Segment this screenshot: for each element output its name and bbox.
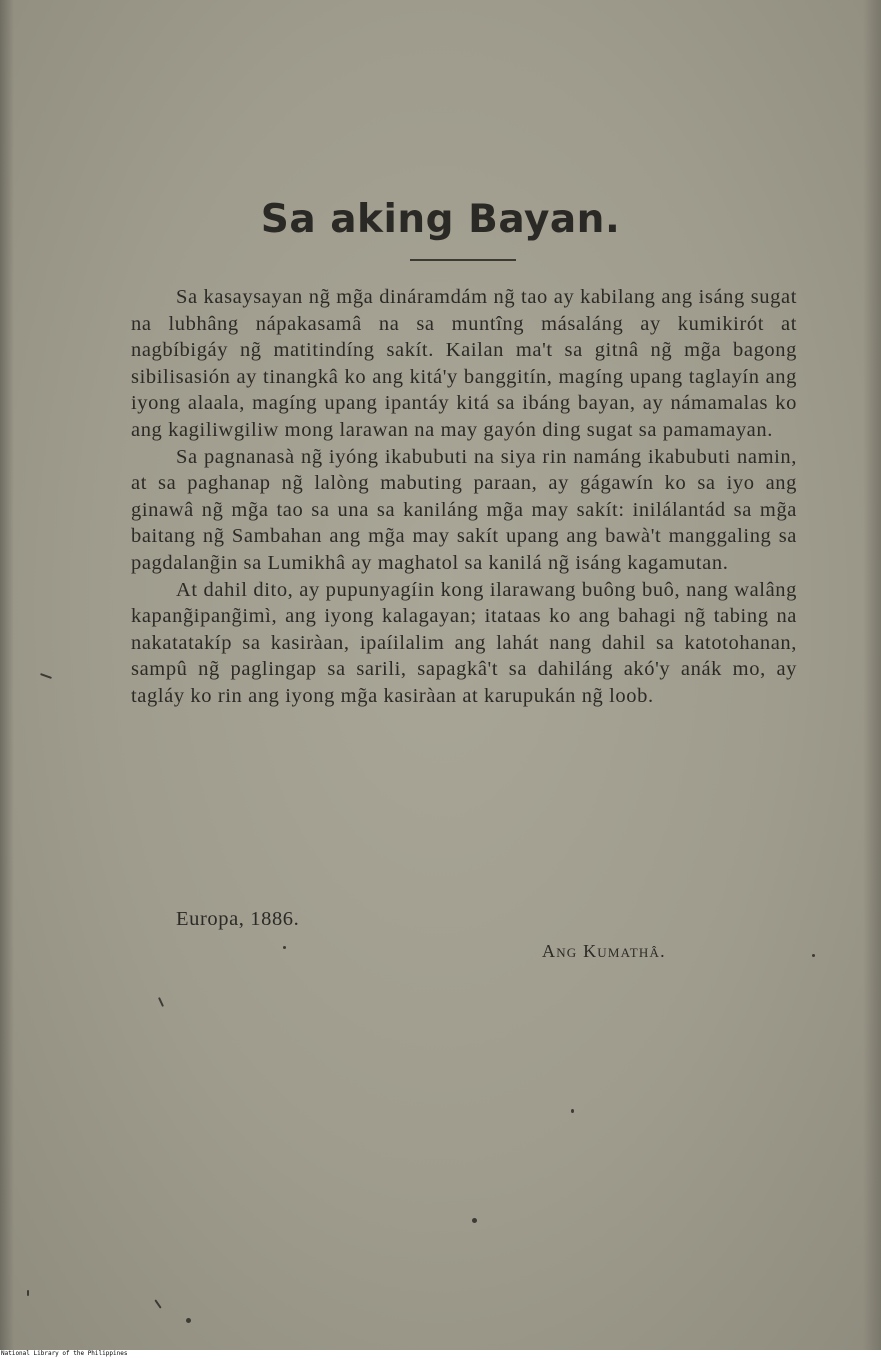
- paragraph-1: Sa kasaysayan ng̃ mg̃a dináramdám ng̃ tao ay kabilang ang isáng sugat na lubhâng nápakasamâ na sa muntîng másaláng ay kumikirót at nagbíbigáy ng̃ matitindíng sakít. Kailan ma't sa gitnâ ng̃ mg̃a bagong sibilisasión ay tinangkâ ko ang kitá'y banggitín, magíng upang taglayín ang iyong alaala, magíng upang ipantáy kitá sa ibáng bayan, ay námamalas ko ang kagiliwgiliw mong larawan na may gayón ding sugat sa pamamayan.: [131, 286, 797, 441]
- paragraph-2: Sa pagnanasà ng̃ iyóng ikabubuti na siya rin namáng ikabubuti namin, at sa paghanap ng̃ lalòng mabuting paraan, ay gágawín ko sa iyo ang ginawâ ng̃ mg̃a tao sa una sa kaniláng mg̃a may sakít: inilálantád sa mg̃a baitang ng̃ Sambahan ang mg̃a may sakít upang ang bawà't manggaling sa pagdalang̃in sa Lumikhâ ay maghatol sa kanilá ng̃ isáng kagamutan.: [131, 445, 797, 574]
- paragraph-3: At dahil dito, ay pupunyagíin kong ilarawang buông buô, nang walâng kapang̃ipang̃imì, ang iyong kalagayan; itataas ko ang bahagi ng̃ tabing na nakatatakíp sa kasiràan, ipaíilalim ang lahát nang dahil sa katotohanan, sampû ng̃ paglingap sa sarili, sapagkâ't sa dahiláng akó'y anák mo, ay tagláy ko rin ang iyong mg̃a kasiràan at karupukán ng̃ loob.: [131, 578, 797, 707]
- dedication-text: [131, 284, 797, 710]
- paper-speck: [283, 946, 286, 949]
- paper-speck: [186, 1318, 191, 1323]
- author-signature: Ang Kumathâ.: [542, 941, 666, 961]
- paper-speck: [571, 1109, 574, 1113]
- title-underline: [410, 259, 516, 261]
- page-title: Sa aking Bayan.: [260, 197, 621, 242]
- paper-speck: [812, 954, 815, 957]
- paper-speck: [154, 1299, 161, 1308]
- paper-speck: [27, 1290, 29, 1296]
- paper-speck: [40, 673, 52, 679]
- paper-speck: [472, 1218, 477, 1223]
- paper-speck: [158, 997, 164, 1007]
- scan-credit: National Library of the Philippines: [0, 1350, 881, 1358]
- place-date: Europa, 1886.: [176, 908, 300, 930]
